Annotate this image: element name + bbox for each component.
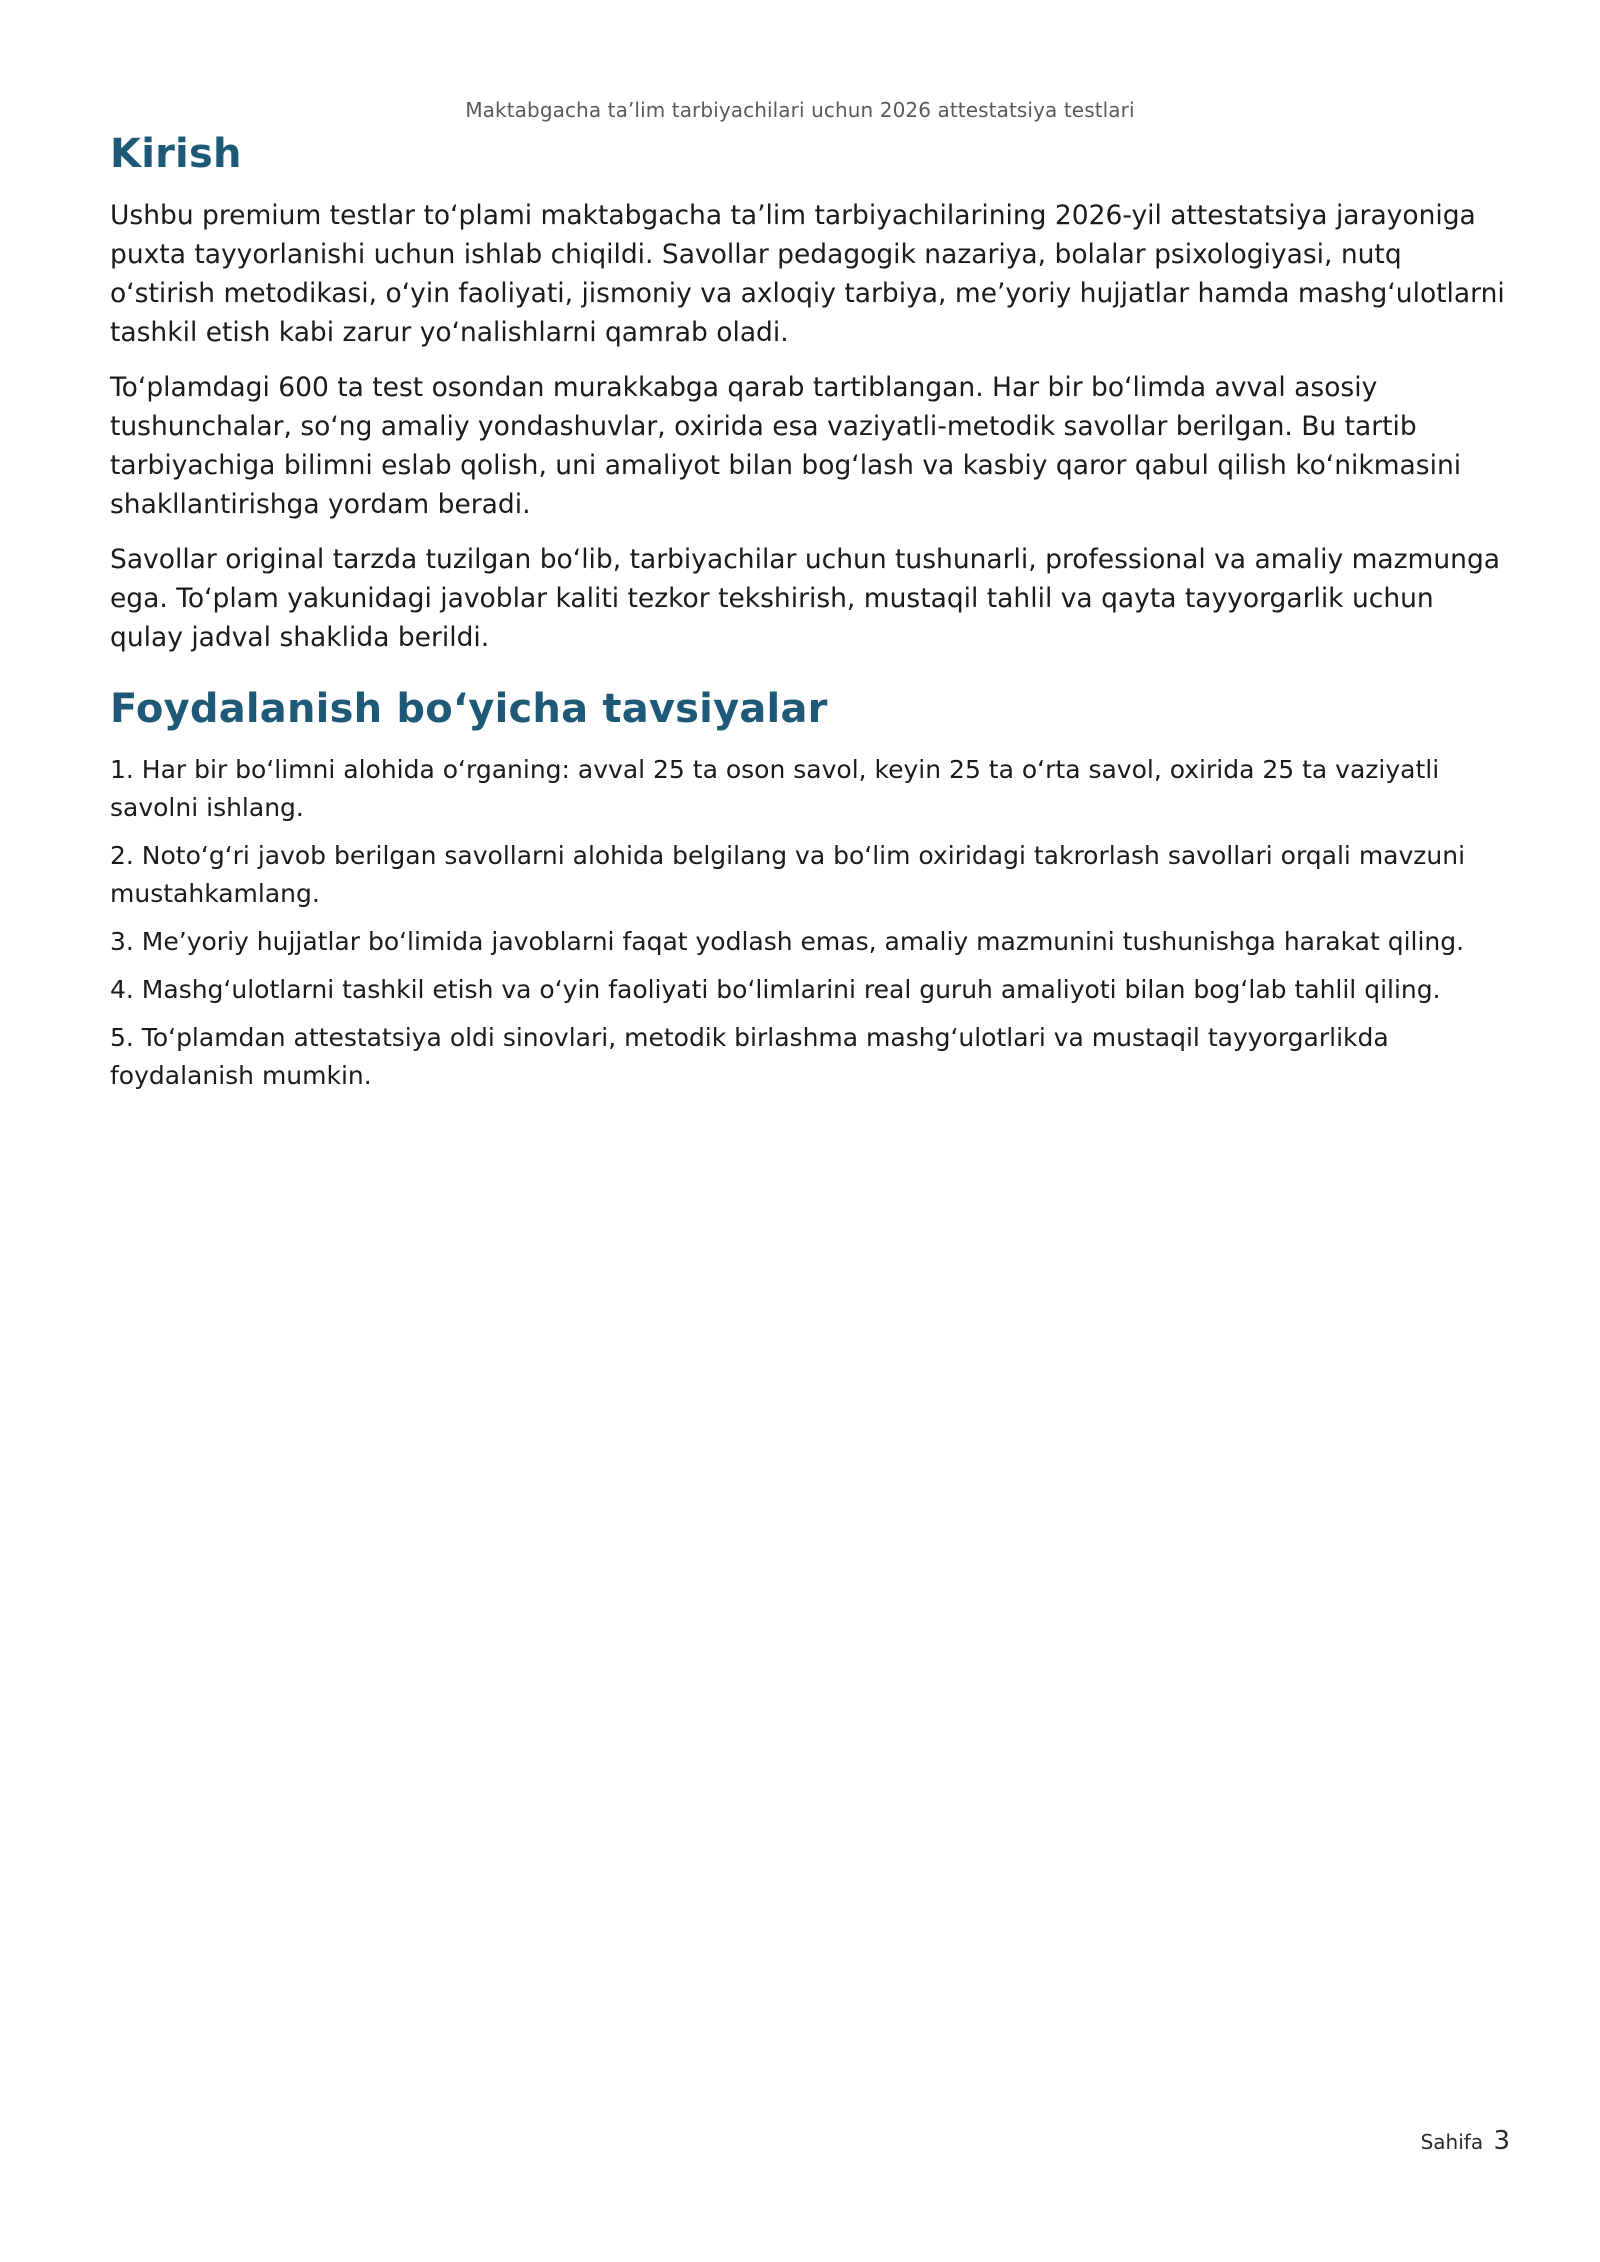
- intro-paragraph: To‘plamdagi 600 ta test osondan murakkabga qarab tartiblangan. Har bir bo‘limda avval asosiy tushunchalar, so‘ng amaliy yondashuvlar, oxirida esa vaziyatli-metodik savollar berilgan. Bu tartib tarbiyachiga bilimni eslab qolish, uni amaliyot bilan bog‘lash va kasbiy qaror qabul qilish ko‘nikmasini shakllantirishga yordam beradi.: [110, 372, 1462, 520]
- recommendations-heading: Foydalanish bo‘yicha tavsiyalar: [110, 686, 828, 732]
- page-number: 3: [1493, 2126, 1510, 2156]
- recommendations-section: [110, 681, 1510, 1095]
- page-footer: [1421, 2126, 1510, 2156]
- recommendation-item: 5. To‘plamdan attestatsiya oldi sinovlari, metodik birlashma mashg‘ulotlari va mustaqil tayyorgarlikda foydalanish mumkin.: [110, 1023, 1389, 1090]
- recommendation-item: 2. Noto‘g‘ri javob berilgan savollarni alohida belgilang va bo‘lim oxiridagi takrorlash savollari orqali mavzuni mustahkamlang.: [110, 841, 1466, 908]
- page-label: Sahifa: [1420, 2130, 1484, 2154]
- recommendation-item: 4. Mashg‘ulotlarni tashkil etish va o‘yin faoliyati bo‘limlarini real guruh amaliyoti bilan bog‘lab tahlil qiling.: [110, 975, 1441, 1004]
- intro-paragraph: Ushbu premium testlar to‘plami maktabgacha ta’lim tarbiyachilarining 2026-yil attestatsiya jarayoniga puxta tayyorlanishi uchun ishlab chiqildi. Savollar pedagogik nazariya, bolalar psixologiyasi, nutq o‘stirish metodikasi, o‘yin faoliyati, jismoniy va axloqiy tarbiya, me’yoriy hujjatlar hamda mashg‘ulotlarni tashkil etish kabi zarur yo‘nalishlarni qamrab oladi.: [110, 200, 1505, 348]
- page-content: [110, 126, 1510, 1095]
- intro-heading: Kirish: [110, 131, 242, 177]
- running-header: Maktabgacha ta’lim tarbiyachilari uchun 2026 attestatsiya testlari: [465, 98, 1135, 122]
- intro-paragraph: Savollar original tarzda tuzilgan bo‘lib, tarbiyachilar uchun tushunarli, professional va amaliy mazmunga ega. To‘plam yakunidagi javoblar kaliti tezkor tekshirish, mustaqil tahlil va qayta tayyorgarlik uchun qulay jadval shaklida berildi.: [110, 544, 1501, 653]
- recommendation-item: 1. Har bir bo‘limni alohida o‘rganing: avval 25 ta oson savol, keyin 25 ta o‘rta savol, oxirida 25 ta vaziyatli savolni ishlang.: [110, 755, 1440, 822]
- recommendation-item: 3. Me’yoriy hujjatlar bo‘limida javoblarni faqat yodlash emas, amaliy mazmunini tushunishga harakat qiling.: [110, 927, 1465, 956]
- intro-section: [110, 126, 1510, 657]
